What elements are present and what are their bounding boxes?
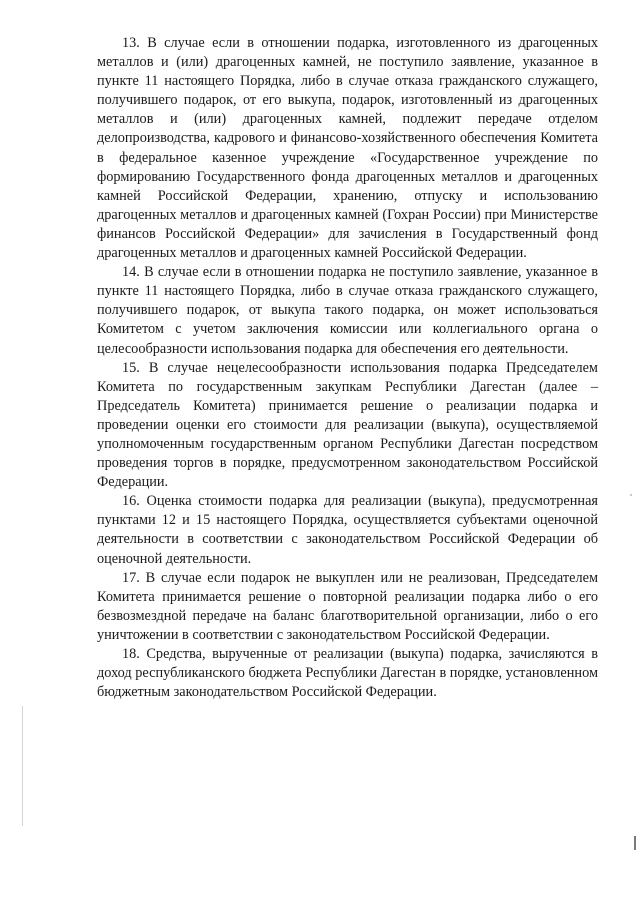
scan-dot-right [630, 494, 632, 496]
paragraph-16: 16. Оценка стоимости подарка для реализации (выкупа), предусмотренная пунктами 12 и 15 настоящего Порядка, осуществляется субъектами оценочной деятельности в соответствии с законодательством Российской Федерации об оценочной деятельности. [97, 493, 598, 567]
paragraph-13: 13. В случае если в отношении подарка, изготовленного из драгоценных металлов и (или) драгоценных камней, не поступило заявление, указанное в пункте 11 настоящего Порядка, либо в случае отказа гражданского служащего, получившего подарок, от его выкупа, подарок, изготовленный из драгоценных металлов и (или) драгоценных камней, подлежит передаче отделом делопроизводства, кадрового и финансово-хозяйственного обеспечения Комитета в федеральное казенное учреждение «Государственное учреждение по формированию Государственного фонда драгоценных металлов и драгоценных камней Российской Федерации, хранению, отпуску и использованию драгоценных металлов и драгоценных камней (Гохран России) при Министерстве финансов Российской Федерации» для зачисления в Государственный фонд драгоценных металлов и драгоценных камней Российской Федерации. [97, 35, 598, 262]
paragraph-14: 14. В случае если в отношении подарка не поступило заявление, указанное в пункте 11 настоящего Порядка, либо в случае отказа гражданского служащего, получившего подарок, от выкупа такого подарка, он может использоваться Комитетом с учетом заключения комиссии или коллегиального органа о целесообразности использования подарка для обеспечения его деятельности. [97, 264, 598, 357]
paragraph-15: 15. В случае нецелесообразности использования подарка Председателем Комитета по государственным закупкам Республики Дагестан (далее – Председатель Комитета) принимается решение о реализации подарка и проведении оценки его стоимости для реализации (выкупа), осуществляемой уполномоченным государственным органом Республики Дагестан посредством проведения торгов в порядке, предусмотренном законодательством Российской Федерации. [97, 359, 598, 491]
document-body [97, 34, 598, 702]
scan-mark-left [22, 706, 23, 826]
paragraph-18: 18. Средства, вырученные от реализации (выкупа) подарка, зачисляются в доход республиканского бюджета Республики Дагестан в порядке, установленном бюджетным законодательством Российской Федерации. [97, 646, 598, 701]
scan-mark-right [634, 836, 636, 850]
paragraph-17: 17. В случае если подарок не выкуплен или не реализован, Председателем Комитета принимается решение о повторной реализации подарка либо о его безвозмездной передаче на баланс благотворительной организации, либо о его уничтожении в соответствии с законодательством Российской Федерации. [97, 569, 598, 643]
